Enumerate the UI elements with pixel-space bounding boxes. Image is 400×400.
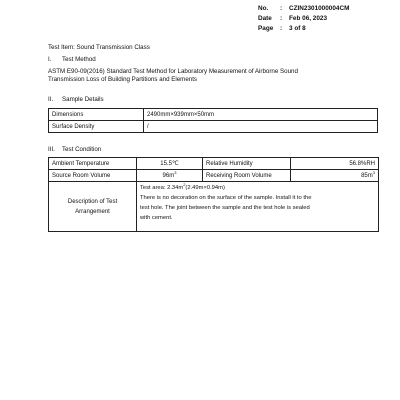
test-item: Test Item: Sound Transmission Class xyxy=(48,44,150,51)
report-number-row: No. : CZIN2301000004CM xyxy=(258,5,350,12)
source-room-volume-label: Source Room Volume xyxy=(49,170,137,182)
dimensions-value: 2490mm×939mm×50mm xyxy=(144,109,378,121)
receiving-room-volume-value: 85m xyxy=(361,172,373,179)
source-room-volume-value: 96m xyxy=(162,172,175,179)
test-arrangement-description xyxy=(137,182,379,232)
table-row xyxy=(49,121,378,133)
test-area: Test area: $2.34m^2(2.49m\times 0.94m)$ xyxy=(140,182,225,191)
receiving-room-volume-cell xyxy=(291,170,379,182)
section-title: Sample Details xyxy=(62,96,104,103)
section-title: Test Condition xyxy=(62,146,102,153)
page-number: 3 of 8 xyxy=(289,25,306,32)
relative-humidity-label: Relative Humidity xyxy=(203,158,291,170)
surface-density-label: Surface Density xyxy=(49,121,144,133)
volume-exponent: 3 xyxy=(372,169,375,175)
sample-details-table xyxy=(48,108,378,133)
section-sample-details-heading xyxy=(48,96,104,103)
table-row xyxy=(49,158,379,170)
report-date-row: Date : Feb 06, 2023 xyxy=(258,15,328,22)
section-title: Test Method xyxy=(62,56,96,63)
test-arrangement-label: Description of Test Arrangement xyxy=(49,182,137,232)
surface-density-value: / xyxy=(144,121,378,133)
ambient-temperature-label: Ambient Temperature xyxy=(49,158,137,170)
section-number: I. xyxy=(48,56,52,63)
arrangement-line-3: with cement. xyxy=(140,215,173,221)
table-row xyxy=(49,170,379,182)
section-test-method-heading xyxy=(48,56,96,63)
dimensions-label: Dimensions xyxy=(49,109,144,121)
area-exponent: 2 xyxy=(183,182,186,188)
section-number: II. xyxy=(48,96,54,103)
test-condition-table xyxy=(48,157,379,232)
page-number-label: Page xyxy=(258,25,274,32)
arrangement-line-1: There is no decoration on the surface of the sample. Install it to the xyxy=(140,195,312,201)
report-date: Feb 06, 2023 xyxy=(289,15,328,22)
section-test-condition-heading xyxy=(48,146,101,153)
page-number-row: Page : 3 of 8 xyxy=(258,25,306,32)
report-date-label: Date xyxy=(258,15,272,22)
ambient-temperature-value: 15.5℃ xyxy=(137,158,203,170)
report-number: CZIN2301000004CM xyxy=(289,5,350,12)
test-method-line-1: ASTM E90-09(2016) Standard Test Method for Laboratory Measurement of Airborne Sound xyxy=(48,68,298,75)
report-header xyxy=(258,4,349,34)
table-row xyxy=(49,109,378,121)
section-number: III. xyxy=(48,146,55,153)
relative-humidity-value: 56.8%RH xyxy=(291,158,379,170)
source-room-volume-cell xyxy=(137,170,203,182)
volume-exponent: 3 xyxy=(174,169,177,175)
receiving-room-volume-label: Receiving Room Volume xyxy=(203,170,291,182)
table-row xyxy=(49,182,379,232)
arrangement-line-2: test hole. The joint between the sample and the test hole is sealed xyxy=(140,205,310,211)
report-number-label: No. xyxy=(258,5,269,12)
test-method-line-2: Transmission Loss of Building Partitions and Elements xyxy=(48,76,198,83)
